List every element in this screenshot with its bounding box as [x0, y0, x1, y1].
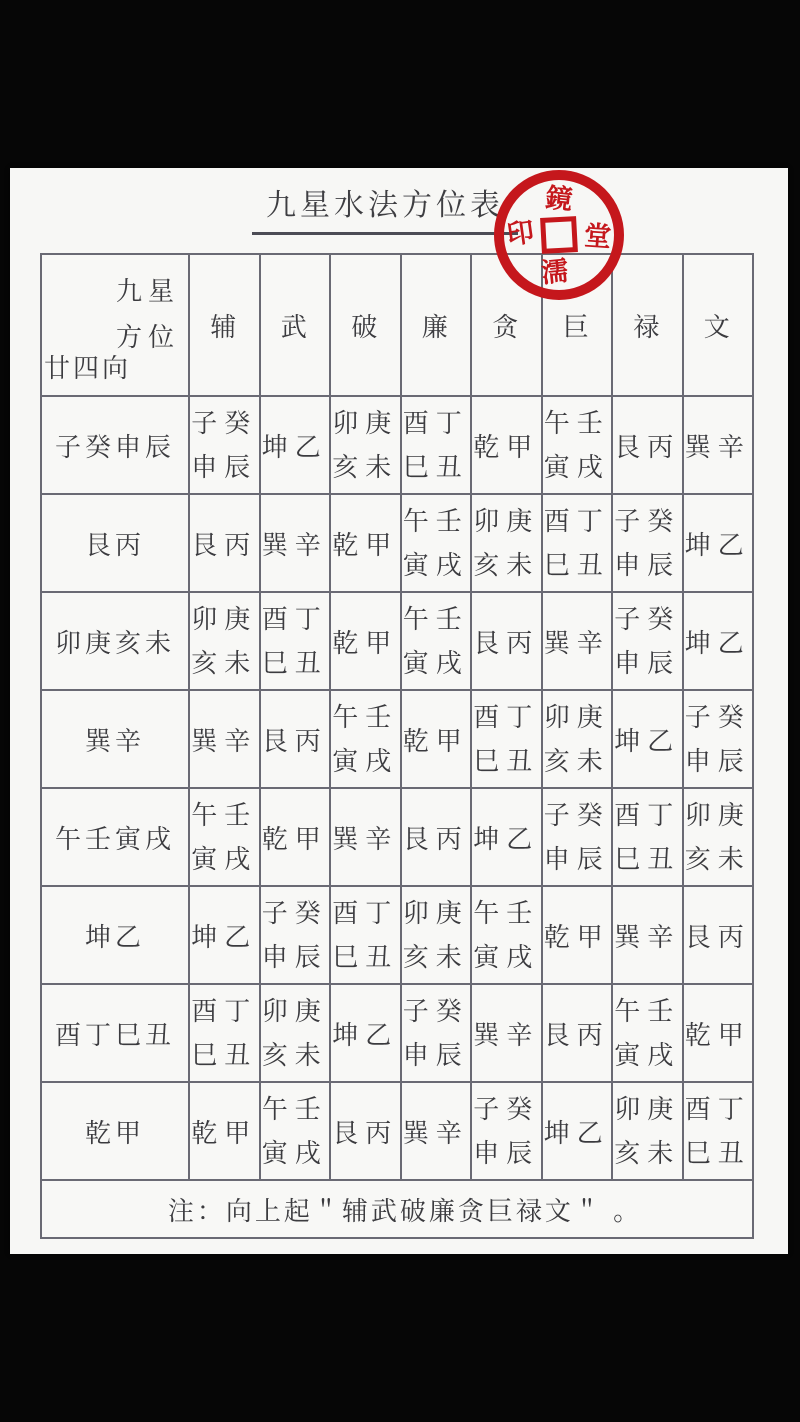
- star-cell: 乾甲: [542, 886, 613, 984]
- star-cell: 酉丁 巳丑: [683, 1082, 754, 1180]
- star-cell: 酉丁 巳丑: [542, 494, 613, 592]
- star-cell: 乾甲: [683, 984, 754, 1082]
- star-cell: 乾甲: [189, 1082, 260, 1180]
- star-cell: 卯庚 亥未: [401, 886, 472, 984]
- star-cell: 坤乙: [471, 788, 542, 886]
- star-cell: 卯庚 亥未: [189, 592, 260, 690]
- star-cell: 午壬 寅戌: [542, 396, 613, 494]
- star-cell: 艮丙: [612, 396, 683, 494]
- star-cell: 坤乙: [683, 592, 754, 690]
- corner-label-nine-stars: 九星: [115, 276, 180, 306]
- direction-row-header: 乾甲: [41, 1082, 189, 1180]
- star-cell: 卯庚 亥未: [330, 396, 401, 494]
- stamp-char-right: 堂: [583, 220, 613, 253]
- star-cell: 艮丙: [471, 592, 542, 690]
- direction-row-header: 坤乙: [41, 886, 189, 984]
- star-cell: 巽辛: [471, 984, 542, 1082]
- star-cell: 子癸 申辰: [612, 592, 683, 690]
- star-cell: 子癸 申辰: [401, 984, 472, 1082]
- star-cell: 艮丙: [330, 1082, 401, 1180]
- star-cell: 午壬 寅戌: [330, 690, 401, 788]
- corner-axis-cell: [41, 254, 189, 396]
- star-cell: 艮丙: [683, 886, 754, 984]
- star-cell: 酉丁 巳丑: [612, 788, 683, 886]
- star-cell: 艮丙: [260, 690, 331, 788]
- direction-row-header: 酉丁巳丑: [41, 984, 189, 1082]
- star-column-header: 禄: [612, 254, 683, 396]
- table-row: [41, 788, 753, 886]
- page-title: 九星水法方位表: [252, 180, 518, 235]
- star-cell: 子癸 申辰: [471, 1082, 542, 1180]
- title-row: [10, 180, 788, 235]
- star-cell: 艮丙: [542, 984, 613, 1082]
- star-column-header: 文: [683, 254, 754, 396]
- stamp-center-square-icon: [540, 216, 578, 254]
- star-cell: 卯庚 亥未: [260, 984, 331, 1082]
- star-cell: 乾甲: [330, 592, 401, 690]
- star-cell: 艮丙: [401, 788, 472, 886]
- star-cell: 卯庚 亥未: [471, 494, 542, 592]
- table-row: [41, 690, 753, 788]
- star-cell: 乾甲: [260, 788, 331, 886]
- star-cell: 酉丁 巳丑: [471, 690, 542, 788]
- table-row: [41, 886, 753, 984]
- direction-row-header: 子癸申辰: [41, 396, 189, 494]
- star-column-header: 武: [260, 254, 331, 396]
- star-cell: 巽辛: [612, 886, 683, 984]
- star-cell: 巽辛: [401, 1082, 472, 1180]
- header-row: [41, 254, 753, 396]
- corner-label-direction: 方位: [115, 322, 180, 352]
- direction-row-header: 午壬寅戌: [41, 788, 189, 886]
- star-cell: 酉丁 巳丑: [401, 396, 472, 494]
- star-cell: 巽辛: [189, 690, 260, 788]
- star-cell: 坤乙: [542, 1082, 613, 1180]
- star-cell: 艮丙: [189, 494, 260, 592]
- star-cell: 坤乙: [612, 690, 683, 788]
- star-column-header: 廉: [401, 254, 472, 396]
- star-cell: 酉丁 巳丑: [260, 592, 331, 690]
- star-cell: 坤乙: [683, 494, 754, 592]
- star-cell: 坤乙: [260, 396, 331, 494]
- star-cell: 酉丁 巳丑: [189, 984, 260, 1082]
- table-note: 注：向上起＂辅武破廉贪巨禄文＂ 。: [41, 1180, 753, 1238]
- table-row: [41, 494, 753, 592]
- star-cell: 子癸 申辰: [683, 690, 754, 788]
- corner-label-24-directions: 廿四向: [44, 353, 132, 383]
- star-cell: 乾甲: [401, 690, 472, 788]
- star-cell: 巽辛: [683, 396, 754, 494]
- star-cell: 子癸 申辰: [260, 886, 331, 984]
- star-cell: 乾甲: [330, 494, 401, 592]
- star-column-header: 巨: [542, 254, 613, 396]
- star-column-header: 辅: [189, 254, 260, 396]
- star-column-header: 破: [330, 254, 401, 396]
- star-cell: 坤乙: [330, 984, 401, 1082]
- star-cell: 午壬 寅戌: [189, 788, 260, 886]
- star-cell: 午壬 寅戌: [401, 494, 472, 592]
- table-row: [41, 592, 753, 690]
- star-cell: 子癸 申辰: [189, 396, 260, 494]
- star-cell: 巽辛: [542, 592, 613, 690]
- star-cell: 卯庚 亥未: [542, 690, 613, 788]
- stamp-char-bottom: 濡: [539, 255, 570, 289]
- table-row: [41, 984, 753, 1082]
- direction-row-header: 艮丙: [41, 494, 189, 592]
- document-page: [10, 168, 788, 1254]
- star-cell: 巽辛: [330, 788, 401, 886]
- star-cell: 子癸 申辰: [612, 494, 683, 592]
- star-cell: 子癸 申辰: [542, 788, 613, 886]
- star-cell: 巽辛: [260, 494, 331, 592]
- nine-star-direction-table: [40, 253, 754, 1239]
- stamp-char-left: 印: [504, 216, 536, 251]
- table-row: [41, 1082, 753, 1180]
- direction-row-header: 巽辛: [41, 690, 189, 788]
- star-cell: 卯庚 亥未: [612, 1082, 683, 1180]
- table-row: [41, 396, 753, 494]
- note-row: [41, 1180, 753, 1238]
- table-body: [41, 396, 753, 1180]
- star-cell: 乾甲: [471, 396, 542, 494]
- star-cell: 酉丁 巳丑: [330, 886, 401, 984]
- star-column-header: 贪: [471, 254, 542, 396]
- star-cell: 卯庚 亥未: [683, 788, 754, 886]
- star-cell: 坤乙: [189, 886, 260, 984]
- stamp-char-top: 鏡: [544, 182, 575, 216]
- direction-row-header: 卯庚亥未: [41, 592, 189, 690]
- star-cell: 午壬 寅戌: [260, 1082, 331, 1180]
- star-cell: 午壬 寅戌: [612, 984, 683, 1082]
- star-cell: 午壬 寅戌: [401, 592, 472, 690]
- star-cell: 午壬 寅戌: [471, 886, 542, 984]
- seal-stamp-icon: [494, 170, 624, 300]
